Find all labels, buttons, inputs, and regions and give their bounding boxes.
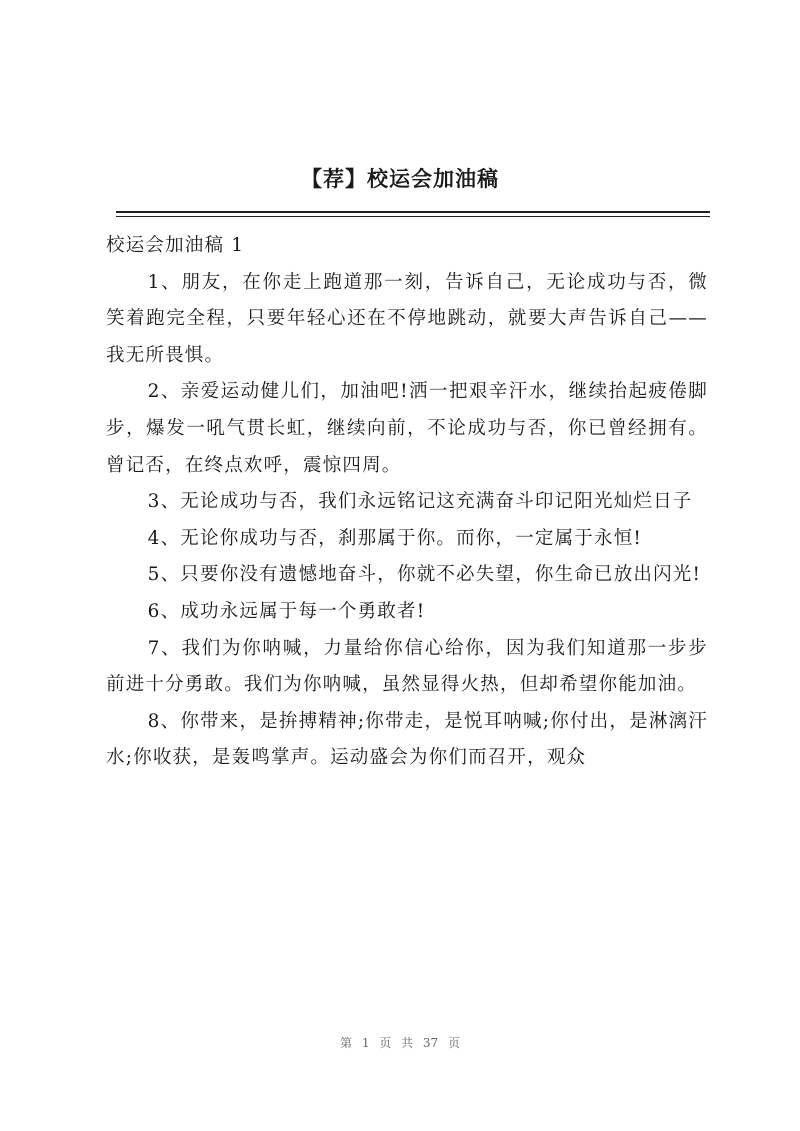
document-title: 【荐】校运会加油稿 — [301, 167, 499, 191]
title-rule-thin — [116, 216, 710, 217]
paragraph-1: 1、朋友，在你走上跑道那一刻，告诉自己，无论成功与否，微笑着跑完全程，只要年轻心还在不停地跳动，就要大声告诉自己——我无所畏惧。 — [106, 271, 708, 366]
paragraph-3: 3、无论成功与否，我们永远铭记这充满奋斗印记阳光灿烂日子 — [147, 491, 693, 513]
paragraph-7: 7、我们为你呐喊，力量给你信心给你，因为我们知道那一步步前进十分勇敢。我们为你呐喊，虽然显得火热，但却希望你能加油。 — [106, 637, 708, 696]
paragraph-8: 8、你带来，是拚搏精神;你带走，是悦耳呐喊;你付出，是淋漓汗水;你收获，是轰鸣掌声。运动盛会为你们而召开，观众 — [106, 710, 708, 769]
section-heading: 校运会加油稿 1 — [106, 235, 245, 256]
page-footer: 第 1 页 共 37 页 — [340, 1036, 460, 1050]
paragraph-2: 2、亲爱运动健儿们，加油吧!洒一把艰辛汗水，继续抬起疲倦脚步，爆发一吼气贯长虹，继续向前，不论成功与否，你已曾经拥有。曾记否，在终点欢呼，震惊四周。 — [106, 381, 708, 476]
paragraph-6: 6、成功永远属于每一个勇敢者! — [147, 600, 426, 622]
paragraph-5: 5、只要你没有遗憾地奋斗，你就不必失望，你生命已放出闪光! — [147, 564, 702, 586]
paragraph-4: 4、无论你成功与否，刹那属于你。而你，一定属于永恒! — [147, 527, 643, 549]
document-body — [106, 228, 708, 777]
title-rule-thick — [116, 211, 710, 213]
